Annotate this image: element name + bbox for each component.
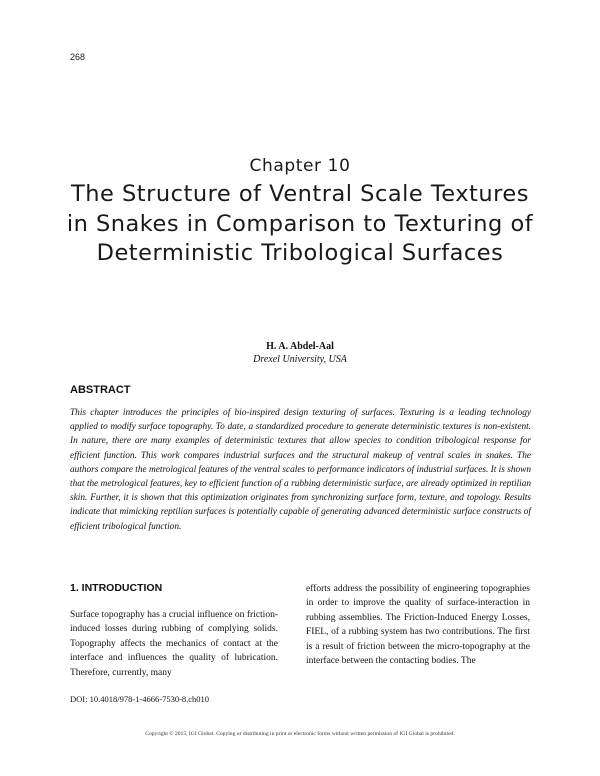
introduction-heading: 1. INTRODUCTION	[70, 582, 163, 594]
chapter-label: Chapter 10	[249, 156, 351, 176]
introduction-right-paragraph: efforts address the possibility of engineering topographies in order to improve the quality of surface-interaction in rubbing assemblies. The Friction-Induced Energy Losses, FIEL, of a rubbing system has two contributions. The first is a result of friction between the micro-topography at the interface between the contacting bodies. The	[306, 584, 530, 667]
right-column	[306, 582, 530, 668]
chapter-title: The Structure of Ventral Scale Textures in Snakes in Comparison to Texturing of Deterministic Tribological Surfaces	[66, 181, 534, 266]
introduction-left-paragraph: Surface topography has a crucial influence on friction-induced losses during rubbing of complying solids. Topography affects the mechanics of contact at the interface and influences the quality of lubrication. Therefore, currently, many	[70, 610, 278, 678]
abstract-heading: ABSTRACT	[70, 384, 131, 396]
author-affiliation: Drexel University, USA	[253, 354, 347, 365]
author-name: H. A. Abdel-Aal	[266, 341, 334, 352]
abstract-body: This chapter introduces the principles of bio-inspired design texturing of surfaces. Texturing is a leading technology applied to modify surface topography. To date, a standardized procedure to generate deterministic textures is non-existent. In nature, there are many examples of deterministic textures that allow species to condition tribological response for efficient function. This work compares industrial surfaces and the structural makeup of ventral scales in snakes. The authors compare the metrological features of the ventral scales to performance indicators of industrial surfaces. It is shown that the metrological features, key to efficient function of a rubbing deterministic surface, are already optimized in reptilian skin. Further, it is shown that this optimization originates from synchronizing surface form, texture, and topology. Results indicate that mimicking reptilian surfaces is potentially capable of generating advanced deterministic surface constructs of efficient tribological function.	[70, 408, 531, 532]
copyright-notice: Copyright © 2015, IGI Global. Copying or distributing in print or electronic forms without written permission of IGI Global is prohibited.	[145, 731, 455, 737]
page-number: 268	[70, 52, 86, 62]
left-column	[70, 582, 278, 680]
doi-line: DOI: 10.4018/978-1-4666-7530-8.ch010	[70, 694, 210, 704]
